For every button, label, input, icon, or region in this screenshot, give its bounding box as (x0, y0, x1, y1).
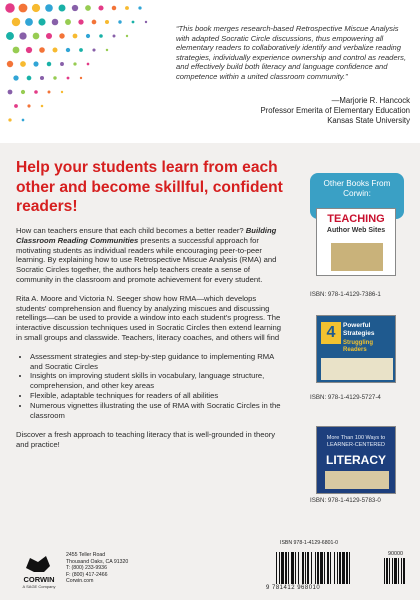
book-2-isbn: ISBN: 978-1-4129-5727-4 (310, 394, 381, 401)
barcode-bar (330, 552, 331, 584)
publisher-name: CORWIN (23, 575, 55, 584)
body-paragraph-1 (16, 226, 288, 285)
barcode-bar (315, 552, 316, 584)
decorative-dot (48, 91, 51, 94)
body-p1-pre: How can teachers ensure that each child becomes a better reader? (16, 226, 246, 235)
barcode-bar (295, 552, 296, 584)
book-2-band (321, 358, 393, 380)
address-line: T: (800) 233-9936 (66, 565, 107, 572)
decorative-dot (41, 105, 44, 108)
barcode-bar (389, 558, 390, 584)
barcode-bar (403, 558, 405, 584)
decorative-dot (138, 6, 141, 9)
barcode-bar (337, 552, 338, 584)
corwin-horse-icon (26, 556, 50, 572)
barcode-bar (342, 552, 345, 584)
decorative-dot (20, 61, 26, 67)
decorative-dot (65, 19, 71, 25)
decorative-dot (79, 48, 83, 52)
body-p1-post: presents a successful approach for motivating students as individual readers while encouraging peer-to-peer learning. By explaining how to use Retrospective Miscue Analysis (RMA) and Socratic Circles together, the authors help teachers create a sense of community in the classroom and promote achievement for every student. (16, 235, 277, 284)
barcode-bar (302, 552, 304, 584)
decorative-dot (98, 5, 103, 10)
decorative-dot (52, 19, 59, 26)
barcode-bar (317, 552, 319, 584)
decorative-dot (60, 62, 64, 66)
address-line: F: (800) 417-2466 (66, 571, 108, 578)
decorative-dot (8, 90, 13, 95)
decorative-dot (73, 34, 78, 39)
decorative-dot (25, 18, 33, 26)
body-copy (16, 226, 288, 459)
decorative-dot (45, 4, 53, 12)
barcode-bar (307, 552, 309, 584)
book-2-subtitle: Struggling Readers (343, 340, 373, 353)
book-cover-2 (316, 315, 396, 383)
body-paragraph-3: Discover a fresh approach to teaching literacy that is well-grounded in theory and practice! (16, 430, 276, 450)
decorative-dot-pattern (0, 0, 160, 140)
book-2-number-badge: 4 (321, 322, 341, 344)
decorative-dot (99, 34, 103, 38)
book-1-title: TEACHING (327, 213, 385, 225)
decorative-dot (33, 61, 38, 66)
decorative-dot (67, 77, 70, 80)
barcode-bar (398, 558, 399, 584)
barcode-bar (285, 552, 287, 584)
decorative-dot (39, 47, 45, 53)
decorative-dot (8, 118, 11, 121)
benefit-item: • Assessment strategies and step-by-step guidance to implementing RMA and Socratic Circles (30, 352, 288, 372)
barcode-bar (386, 558, 388, 584)
decorative-dot (47, 62, 52, 67)
decorative-dot (112, 6, 116, 10)
decorative-dot (46, 33, 52, 39)
decorative-dot (12, 18, 20, 26)
decorative-dot (125, 6, 129, 10)
barcode-bar (384, 558, 385, 584)
decorative-dot (113, 35, 116, 38)
barcode-bar (324, 552, 325, 584)
barcode-bar (339, 552, 341, 584)
barcode-bar (279, 552, 280, 584)
decorative-dot (73, 62, 76, 65)
decorative-dot (32, 4, 40, 12)
decorative-dot (66, 48, 70, 52)
decorative-dot (132, 21, 135, 24)
decorative-dot (13, 47, 20, 54)
barcode-bar (334, 552, 335, 584)
barcode-bar (281, 552, 284, 584)
barcode-bar (311, 552, 312, 584)
decorative-dot (53, 48, 58, 53)
benefit-item: • Numerous vignettes illustrating the use of RMA with Socratic Circles in the classroom (30, 401, 288, 421)
benefit-list (16, 352, 288, 421)
publisher-address (66, 552, 146, 585)
decorative-dot (6, 32, 14, 40)
barcode-bar (401, 558, 402, 584)
other-books-header: Other Books From Corwin: (310, 173, 404, 219)
quote-attribution (176, 96, 410, 126)
address-line: Thousand Oaks, CA 91320 (66, 558, 129, 565)
book-3-photo (325, 471, 389, 489)
barcode-bar (276, 552, 277, 584)
book-1-photo (331, 243, 383, 271)
barcode-bar (349, 552, 350, 584)
decorative-dot (26, 47, 32, 53)
decorative-dot (105, 20, 109, 24)
book-2-title: Powerful Strategies (343, 322, 375, 337)
decorative-dot (19, 4, 28, 13)
book-1-isbn: ISBN: 978-1-4129-7386-1 (310, 291, 381, 298)
headline: Help your students learn from each other and become skillful, confident readers! (16, 159, 283, 215)
decorative-dot (21, 90, 25, 94)
decorative-dot (87, 63, 90, 66)
decorative-dot (80, 77, 82, 79)
address-line: Corwin.com (66, 578, 94, 585)
decorative-dot (59, 5, 66, 12)
decorative-dot (14, 104, 18, 108)
barcode-bar (298, 552, 299, 584)
decorative-dot (27, 104, 30, 107)
benefit-item: • Insights on improving student skills in vocabulary, language structure, comprehension, and other key areas (30, 371, 288, 391)
body-paragraph-2: Rita A. Moore and Victoria N. Seeger show how RMA—which develops students' comprehension and fluency by analyzing miscues and discussing retellings—can be used to provide a window into each student's progress. The interactive discussion techniques used in Socratic Circles then extend learning in small groups and classwide. Teachers, literacy coaches, and others will find (16, 293, 282, 342)
decorative-dot (40, 76, 44, 80)
decorative-dot (92, 20, 97, 25)
barcode-bar (320, 552, 323, 584)
book-3-title: LITERACY (326, 453, 386, 467)
decorative-dot (7, 61, 13, 67)
decorative-dot (106, 49, 108, 51)
book-3-subtitle: More Than 100 Ways to LEARNER-CENTERED (326, 435, 386, 448)
barcode-bar (394, 558, 397, 584)
decorative-dot (85, 5, 91, 11)
endorsement-quote: “This book merges research-based Retrospective Miscue Analysis with adapted Socratic Circle discussions, thus empowering all elementary readers to collaboratively identify and verbalize reading strategies, individually experience ownership and control as readers, and effectively build both literacy and language confidence and competence within a united classroom community.” (176, 24, 407, 81)
decorative-dot (34, 90, 38, 94)
barcode-bar (291, 552, 294, 584)
decorative-dot (5, 3, 14, 12)
decorative-dot (118, 20, 121, 23)
decorative-dot (78, 19, 83, 24)
benefit-item: • Flexible, adaptable techniques for readers of all abilities (30, 391, 288, 401)
decorative-dot (72, 5, 78, 11)
book-3-isbn: ISBN: 978-1-4129-5783-0 (310, 497, 381, 504)
decorative-dot (27, 76, 32, 81)
book-1-subtitle: Author Web Sites (326, 227, 386, 234)
decorative-dot (86, 34, 90, 38)
corwin-logo (16, 548, 62, 590)
quote-affiliation: Kansas State University (327, 116, 410, 125)
decorative-dot (53, 76, 56, 79)
decorative-dot (22, 119, 25, 122)
quote-author: —Marjorie R. Hancock (331, 96, 410, 105)
barcode-bar (305, 552, 306, 584)
barcode-bar (288, 552, 289, 584)
price-code: 90000 (388, 551, 403, 557)
decorative-dot (19, 32, 26, 39)
decorative-dot (145, 21, 147, 23)
decorative-dot (92, 48, 95, 51)
barcode-bar (392, 558, 393, 584)
publisher-sub: A SAGE Company (22, 584, 56, 589)
book-cover-1 (316, 208, 396, 276)
book-cover-3 (316, 426, 396, 494)
barcode-bar (346, 552, 348, 584)
book-title: Building Classroom Reading Communities (16, 226, 277, 245)
address-line: 2455 Teller Road (66, 552, 106, 558)
decorative-dot (59, 33, 64, 38)
decorative-dot (61, 91, 63, 93)
barcode-bar (327, 552, 329, 584)
quote-author-title: Professor Emerita of Elementary Education (260, 106, 410, 115)
barcode-digits: 9 781412 968010 (266, 585, 321, 591)
decorative-dot (33, 33, 40, 40)
decorative-dot (126, 35, 128, 37)
decorative-dot (13, 75, 18, 80)
decorative-dot (38, 18, 45, 25)
barcode-isbn: ISBN 978-1-4129-6801-0 (280, 540, 338, 546)
